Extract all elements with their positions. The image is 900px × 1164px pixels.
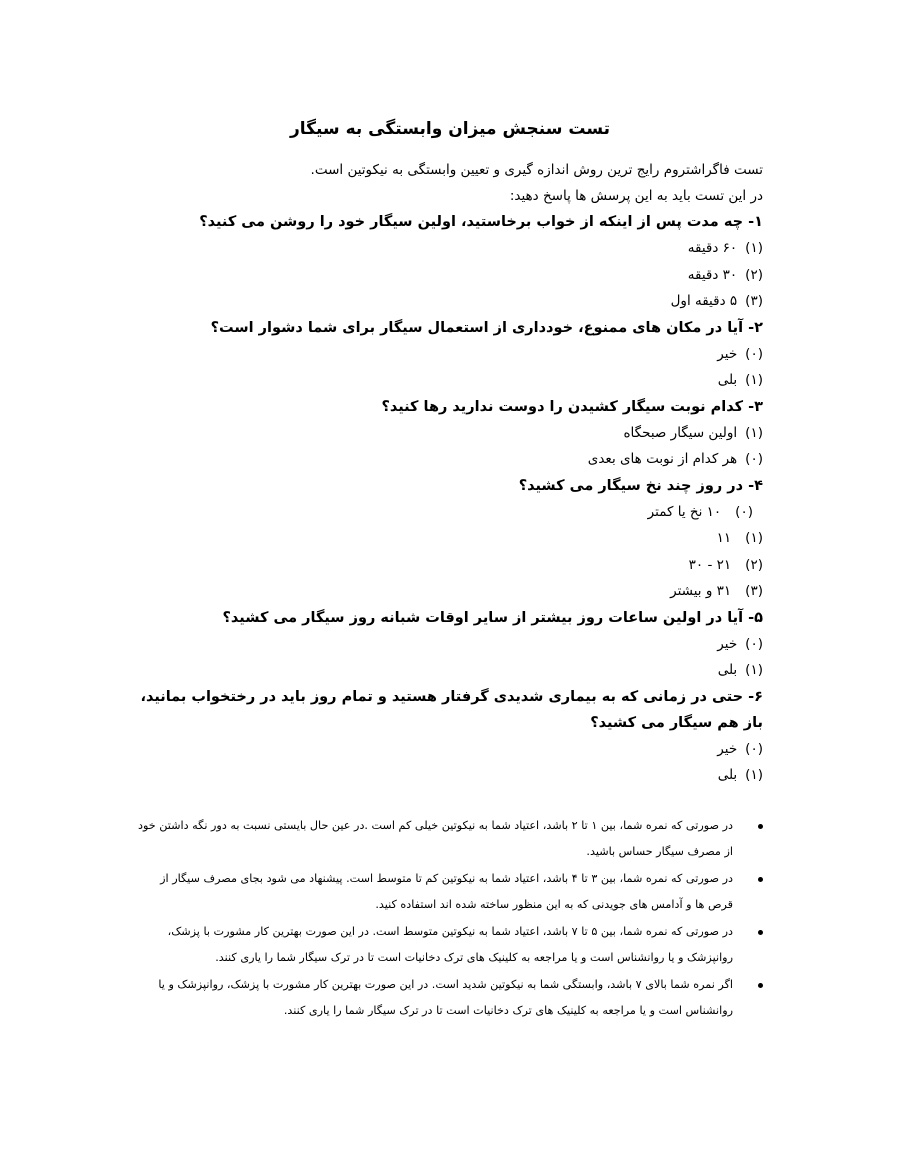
option-number: (۰) (745, 740, 763, 757)
answer-option (123, 552, 763, 579)
bullet-dot-icon (758, 983, 763, 988)
option-number: (۲) (745, 556, 763, 573)
option-number: (۳) (745, 583, 763, 599)
option-number: (۰) (745, 451, 763, 467)
question-text: ۴- در روز چند نخ سیگار می کشید؟ (518, 477, 763, 494)
answer-option (123, 262, 763, 289)
answer-option (123, 499, 763, 526)
option-text: بلی (717, 662, 738, 678)
answer-option (123, 446, 763, 473)
answer-option (123, 578, 763, 605)
option-text: بلی (717, 767, 738, 783)
option-text: خیر (717, 635, 738, 652)
result-item (138, 972, 763, 1024)
option-text: ۳۰ دقیقه (687, 266, 738, 283)
option-text: ۶۰ دقیقه (687, 240, 738, 256)
result-item (138, 813, 763, 865)
intro-line-2: در این تست باید به این پرسش ها پاسخ دهید: (509, 188, 763, 204)
option-text: خیر (717, 740, 738, 757)
answer-option (123, 341, 763, 368)
option-text: ۱۱ (716, 530, 732, 546)
option-number: (۱) (745, 530, 763, 546)
bullet-dot-icon (758, 877, 763, 882)
question-text: ۱- چه مدت پس از اینکه از خواب برخاستید، اولین سیگار خود را روشن می کنید؟ (199, 214, 763, 230)
question-text: ۳- کدام نوبت سیگار کشیدن را دوست ندارید رها کنید؟ (381, 398, 763, 415)
option-text: خیر (717, 345, 738, 362)
question-1 (123, 209, 763, 315)
bullet-dot-icon (758, 824, 763, 829)
intro-line-1: تست فاگراشتروم رایج ترین روش اندازه گیری و تعیین وابستگی به نیکوتین است. (310, 162, 763, 178)
result-item (138, 866, 763, 918)
answer-option (123, 367, 763, 394)
questionnaire (123, 209, 763, 789)
option-number: (۱) (745, 424, 763, 441)
document-title: تست سنجش میزان وابستگی به سیگار (289, 119, 611, 139)
question-3 (123, 394, 763, 473)
answer-option (123, 736, 763, 763)
question-2 (123, 315, 763, 394)
option-number: (۰) (745, 345, 763, 362)
answer-option (123, 657, 763, 684)
question-text: ۲- آیا در مکان های ممنوع، خودداری از استعمال سیگار برای شما دشوار است؟ (210, 319, 763, 336)
option-text: ۱۰ نخ یا کمتر (647, 503, 722, 520)
bullet-dot-icon (758, 930, 763, 935)
option-number: (۱) (745, 662, 763, 678)
option-number: (۱) (745, 240, 763, 256)
results-list (138, 813, 763, 1025)
option-number: (۳) (745, 293, 763, 309)
question-text: ۵- آیا در اولین ساعات روز بیشتر از سایر اوقات شبانه روز سیگار می کشید؟ (222, 609, 763, 626)
answer-option (123, 420, 763, 447)
answer-option (123, 525, 763, 552)
answer-option (123, 235, 763, 262)
option-text: ۳۱ و بیشتر (670, 583, 732, 599)
option-number: (۲) (745, 266, 763, 283)
option-text: بلی (717, 372, 738, 388)
option-text: هر کدام از نوبت های بعدی (587, 451, 738, 467)
option-text: ۲۱ - ۳۰ (688, 556, 732, 573)
option-number: (۱) (745, 767, 763, 783)
result-text: در صورتی که نمره شما، بین ۳ تا ۴ باشد، اعتیاد شما به نیکوتین کم تا متوسط است. پیشنهاد می شود بجای مصرف سیگار از قرص ها و آدامس های جویدنی که به این منظور ساخته شده اند استفاده کنید. (160, 872, 733, 911)
question-text: ۶- حتی در زمانی که به بیماری شدیدی گرفتار هستید و تمام روز باید در رختخواب بمانید، باز هم سیگار می کشید؟ (140, 688, 763, 731)
question-4 (123, 473, 763, 605)
answer-option (123, 762, 763, 789)
question-6 (123, 684, 763, 789)
question-5 (123, 605, 763, 684)
option-text: ۵ دقیقه اول (670, 293, 738, 309)
answer-option (123, 631, 763, 658)
option-text: اولین سیگار صبحگاه (623, 424, 738, 441)
option-number: (۱) (745, 372, 763, 388)
result-item (138, 919, 763, 971)
result-text: در صورتی که نمره شما، بین ۱ تا ۲ باشد، اعتیاد شما به نیکوتین خیلی کم است .در عین حال بایستی نسبت به دور نگه داشتن خود از مصرف سیگار حساس باشید. (138, 819, 733, 858)
option-number: (۰) (745, 635, 763, 652)
result-text: در صورتی که نمره شما، بین ۵ تا ۷ باشد، اعتیاد شما به نیکوتین متوسط است. در این صورت بهترین کار مشورت با پزشک، روانپزشک و یا روانشناس است و یا مراجعه به کلینیک های ترک دخانیات است تا در ترک سیگار شما را یاری کنند. (167, 925, 733, 964)
answer-option (123, 288, 763, 315)
option-number: (۰) (735, 503, 753, 520)
result-text: اگر نمره شما بالای ۷ باشد، وابستگی شما به نیکوتین شدید است. در این صورت بهترین کار مشورت با پزشک، روانپزشک و یا روانشناس است و یا مراجعه به کلینیک های ترک دخانیات است تا در ترک سیگار شما را یاری کنند. (158, 978, 733, 1017)
